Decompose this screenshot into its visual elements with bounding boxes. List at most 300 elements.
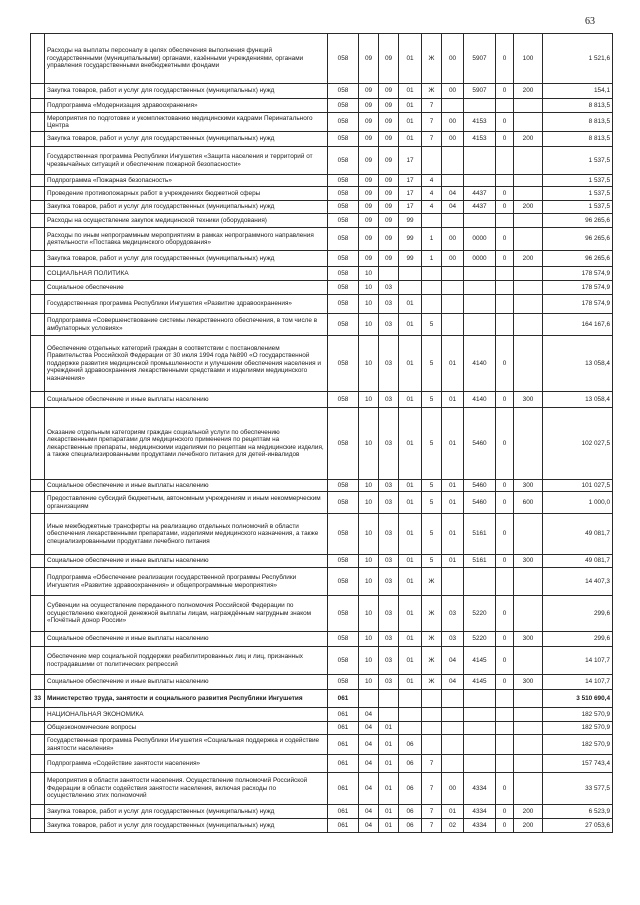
program-code: 01 [399, 555, 422, 568]
section-code: 04 [359, 708, 379, 722]
event-code: 00 [442, 34, 464, 84]
section-code: 04 [359, 735, 379, 755]
expense-type-code: 600 [514, 492, 543, 514]
table-row [31, 480, 613, 492]
row-number [31, 267, 45, 281]
program-code: 01 [399, 99, 422, 113]
row-number [31, 99, 45, 113]
subsection-code: 09 [379, 175, 399, 187]
row-name: Социальное обеспечение и иные выплаты населению [45, 480, 328, 492]
row-name: НАЦИОНАЛЬНАЯ ЭКОНОМИКА [45, 708, 328, 722]
row-amount: 1 537,5 [543, 187, 613, 201]
row-number [31, 281, 45, 295]
subprogram-code: 7 [422, 819, 442, 833]
table-row [31, 251, 613, 267]
program-code: 99 [399, 228, 422, 251]
table-row [31, 408, 613, 480]
program-code: 01 [399, 675, 422, 690]
table-row [31, 392, 613, 408]
row-name: Подпрограмма «Содействие занятости населения» [45, 755, 328, 773]
table-row [31, 492, 613, 514]
expense-type-code [514, 295, 543, 314]
table-row [31, 267, 613, 281]
direction-code: 0000 [464, 228, 496, 251]
row-name: Социальное обеспечение и иные выплаты населению [45, 555, 328, 568]
direction-code [464, 708, 496, 722]
section-code: 10 [359, 392, 379, 408]
ministry-code: 058 [328, 492, 359, 514]
direction-code: 4334 [464, 805, 496, 819]
table-row [31, 514, 613, 555]
event-code: 00 [442, 773, 464, 805]
row-amount: 299,6 [543, 632, 613, 647]
event-code [442, 708, 464, 722]
row-name: Закупка товаров, работ и услуг для государственных (муниципальных) нужд [45, 132, 328, 147]
program-code: 01 [399, 492, 422, 514]
row-name: Проведение противопожарных работ в учреждениях бюджетной сферы [45, 187, 328, 201]
expense-type-code [514, 647, 543, 675]
row-name: Закупка товаров, работ и услуг для государственных (муниципальных) нужд [45, 84, 328, 99]
subprogram-code: 5 [422, 480, 442, 492]
row-number [31, 295, 45, 314]
subsection-code: 03 [379, 632, 399, 647]
section-code: 04 [359, 819, 379, 833]
row-amount: 1 537,5 [543, 147, 613, 175]
ministry-code: 058 [328, 336, 359, 392]
extra-code [496, 735, 514, 755]
row-number [31, 228, 45, 251]
program-code [399, 690, 422, 708]
row-number [31, 722, 45, 735]
event-code [442, 735, 464, 755]
section-code: 09 [359, 84, 379, 99]
section-code: 04 [359, 722, 379, 735]
program-code: 01 [399, 314, 422, 336]
row-name: Государственная программа Республики Ингушетия «Развитие здравоохранения» [45, 295, 328, 314]
row-name: Государственная программа Республики Ингушетия «Социальная поддержка и содействие занятости населения» [45, 735, 328, 755]
subprogram-code: 5 [422, 336, 442, 392]
row-amount: 27 053,6 [543, 819, 613, 833]
extra-code: 0 [496, 647, 514, 675]
extra-code: 0 [496, 84, 514, 99]
row-amount: 1 000,0 [543, 492, 613, 514]
row-name: Министерство труда, занятости и социального развития Республики Ингушетия [45, 690, 328, 708]
expense-type-code [514, 408, 543, 480]
program-code: 01 [399, 392, 422, 408]
direction-code [464, 147, 496, 175]
row-number [31, 755, 45, 773]
row-amount: 178 574,9 [543, 267, 613, 281]
table-row [31, 99, 613, 113]
event-code: 01 [442, 492, 464, 514]
program-code: 17 [399, 175, 422, 187]
row-amount: 96 265,6 [543, 251, 613, 267]
row-number [31, 175, 45, 187]
extra-code: 0 [496, 336, 514, 392]
table-row [31, 281, 613, 295]
table-row [31, 819, 613, 833]
direction-code: 5220 [464, 632, 496, 647]
subsection-code: 03 [379, 568, 399, 596]
row-name: Мероприятия в области занятости населения. Осуществление полномочий Российской Федерации в области содействия занятости населения, включая расходы по осуществлению этих полномочий [45, 773, 328, 805]
event-code: 01 [442, 392, 464, 408]
row-amount: 182 570,9 [543, 708, 613, 722]
section-code: 09 [359, 228, 379, 251]
expense-type-code [514, 568, 543, 596]
subprogram-code [422, 267, 442, 281]
subsection-code [379, 267, 399, 281]
table-row [31, 314, 613, 336]
row-name: Расходы по иным непрограммным мероприятиям в рамках непрограммного направления деятельности «Поставка медицинского оборудования» [45, 228, 328, 251]
subprogram-code: 4 [422, 201, 442, 214]
direction-code: 5220 [464, 596, 496, 632]
row-number [31, 819, 45, 833]
expense-type-code [514, 187, 543, 201]
direction-code: 5907 [464, 34, 496, 84]
program-code: 99 [399, 214, 422, 228]
extra-code [496, 99, 514, 113]
direction-code [464, 690, 496, 708]
extra-code: 0 [496, 596, 514, 632]
row-name: Расходы на выплаты персоналу в целях обеспечения выполнения функций государственными (муниципальными) органами, казёнными учреждениями, органами управления государственными внебюджетными фондами [45, 34, 328, 84]
section-code: 09 [359, 214, 379, 228]
event-code [442, 755, 464, 773]
direction-code [464, 267, 496, 281]
row-number [31, 392, 45, 408]
expense-type-code: 200 [514, 132, 543, 147]
table-row [31, 84, 613, 99]
event-code: 00 [442, 228, 464, 251]
ministry-code: 058 [328, 480, 359, 492]
row-amount: 157 743,4 [543, 755, 613, 773]
table-row [31, 295, 613, 314]
expense-type-code [514, 336, 543, 392]
direction-code: 5460 [464, 408, 496, 480]
ministry-code: 058 [328, 175, 359, 187]
extra-code [496, 722, 514, 735]
subsection-code: 03 [379, 314, 399, 336]
event-code: 00 [442, 113, 464, 132]
row-number [31, 132, 45, 147]
program-code: 01 [399, 632, 422, 647]
row-number [31, 214, 45, 228]
section-code: 09 [359, 201, 379, 214]
direction-code [464, 735, 496, 755]
event-code: 01 [442, 805, 464, 819]
table-row [31, 773, 613, 805]
subsection-code: 09 [379, 99, 399, 113]
ministry-code: 058 [328, 408, 359, 480]
direction-code: 4334 [464, 819, 496, 833]
ministry-code: 058 [328, 201, 359, 214]
subprogram-code [422, 281, 442, 295]
program-code: 06 [399, 805, 422, 819]
expense-type-code [514, 267, 543, 281]
section-code: 10 [359, 632, 379, 647]
row-amount: 49 081,7 [543, 514, 613, 555]
section-code: 10 [359, 281, 379, 295]
event-code: 01 [442, 480, 464, 492]
direction-code [464, 175, 496, 187]
subprogram-code: 5 [422, 314, 442, 336]
section-code: 09 [359, 187, 379, 201]
row-number [31, 773, 45, 805]
expense-type-code: 300 [514, 632, 543, 647]
extra-code: 0 [496, 492, 514, 514]
row-amount: 1 521,6 [543, 34, 613, 84]
extra-code: 0 [496, 819, 514, 833]
extra-code [496, 568, 514, 596]
subprogram-code [422, 708, 442, 722]
section-code: 10 [359, 555, 379, 568]
direction-code: 4437 [464, 201, 496, 214]
row-number [31, 708, 45, 722]
row-number [31, 113, 45, 132]
event-code [442, 314, 464, 336]
row-name: СОЦИАЛЬНАЯ ПОЛИТИКА [45, 267, 328, 281]
ministry-code: 058 [328, 568, 359, 596]
row-name: Социальное обеспечение [45, 281, 328, 295]
direction-code: 4145 [464, 647, 496, 675]
section-code: 10 [359, 675, 379, 690]
row-number [31, 251, 45, 267]
row-amount: 299,6 [543, 596, 613, 632]
ministry-code: 058 [328, 314, 359, 336]
expense-type-code: 300 [514, 555, 543, 568]
expense-type-code: 200 [514, 84, 543, 99]
direction-code [464, 722, 496, 735]
section-code: 04 [359, 755, 379, 773]
subsection-code: 09 [379, 34, 399, 84]
extra-code: 0 [496, 34, 514, 84]
ministry-code: 058 [328, 267, 359, 281]
section-code [359, 690, 379, 708]
section-code: 10 [359, 514, 379, 555]
row-amount: 178 574,9 [543, 281, 613, 295]
row-amount: 8 813,5 [543, 113, 613, 132]
program-code: 17 [399, 147, 422, 175]
subprogram-code [422, 147, 442, 175]
extra-code [496, 214, 514, 228]
direction-code: 5460 [464, 480, 496, 492]
program-code: 06 [399, 819, 422, 833]
table-row [31, 805, 613, 819]
direction-code: 5161 [464, 514, 496, 555]
event-code [442, 214, 464, 228]
table-row [31, 132, 613, 147]
table-row [31, 755, 613, 773]
row-name: Обеспечение отдельных категорий граждан в соответствии с постановлением Правительства Российской Федерации от 30 июля 1994 года №890 «О государственной поддержке развития медицинской промышленности и улучшении обеспечения населения и учреждений здравоохранения лекарственными средствами и изделиями медицинского назначения» [45, 336, 328, 392]
subprogram-code: 5 [422, 514, 442, 555]
subsection-code: 03 [379, 281, 399, 295]
ministry-code: 058 [328, 555, 359, 568]
row-amount: 182 570,9 [543, 722, 613, 735]
section-code: 10 [359, 596, 379, 632]
row-number [31, 408, 45, 480]
subsection-code: 03 [379, 480, 399, 492]
subprogram-code: 4 [422, 175, 442, 187]
direction-code [464, 314, 496, 336]
subsection-code: 03 [379, 555, 399, 568]
event-code: 04 [442, 675, 464, 690]
ministry-code: 061 [328, 735, 359, 755]
row-number [31, 187, 45, 201]
direction-code: 4437 [464, 187, 496, 201]
subprogram-code: 7 [422, 113, 442, 132]
ministry-code: 061 [328, 722, 359, 735]
event-code [442, 568, 464, 596]
ministry-code: 058 [328, 34, 359, 84]
event-code [442, 99, 464, 113]
ministry-code: 058 [328, 84, 359, 99]
direction-code: 4334 [464, 773, 496, 805]
subsection-code: 03 [379, 336, 399, 392]
table-row [31, 708, 613, 722]
event-code [442, 722, 464, 735]
row-name: Закупка товаров, работ и услуг для государственных (муниципальных) нужд [45, 201, 328, 214]
ministry-code: 058 [328, 675, 359, 690]
subsection-code: 03 [379, 514, 399, 555]
event-code: 01 [442, 408, 464, 480]
subprogram-code: 5 [422, 408, 442, 480]
extra-code [496, 175, 514, 187]
program-code [399, 281, 422, 295]
row-amount: 1 537,5 [543, 201, 613, 214]
program-code: 01 [399, 336, 422, 392]
row-name: Социальное обеспечение и иные выплаты населению [45, 392, 328, 408]
extra-code: 0 [496, 555, 514, 568]
row-name: Закупка товаров, работ и услуг для государственных (муниципальных) нужд [45, 251, 328, 267]
extra-code [496, 708, 514, 722]
subprogram-code: 7 [422, 132, 442, 147]
subsection-code: 03 [379, 596, 399, 632]
expense-type-code [514, 690, 543, 708]
ministry-code: 061 [328, 773, 359, 805]
subprogram-code [422, 735, 442, 755]
program-code: 01 [399, 480, 422, 492]
subprogram-code: 7 [422, 99, 442, 113]
subprogram-code [422, 295, 442, 314]
extra-code: 0 [496, 480, 514, 492]
subsection-code: 09 [379, 251, 399, 267]
row-amount: 14 107,7 [543, 675, 613, 690]
subprogram-code: Ж [422, 34, 442, 84]
program-code: 01 [399, 596, 422, 632]
direction-code: 5907 [464, 84, 496, 99]
event-code: 00 [442, 132, 464, 147]
section-code: 10 [359, 647, 379, 675]
expense-type-code [514, 596, 543, 632]
event-code: 03 [442, 596, 464, 632]
extra-code: 0 [496, 187, 514, 201]
subprogram-code: 5 [422, 555, 442, 568]
subsection-code: 09 [379, 113, 399, 132]
ministry-code: 058 [328, 251, 359, 267]
row-number [31, 514, 45, 555]
section-code: 10 [359, 295, 379, 314]
ministry-code: 058 [328, 514, 359, 555]
row-amount: 14 407,3 [543, 568, 613, 596]
event-code: 00 [442, 251, 464, 267]
extra-code [496, 690, 514, 708]
expense-type-code [514, 99, 543, 113]
direction-code: 0000 [464, 251, 496, 267]
expense-type-code: 200 [514, 805, 543, 819]
extra-code: 0 [496, 251, 514, 267]
ministry-code: 058 [328, 295, 359, 314]
row-amount: 154,1 [543, 84, 613, 99]
extra-code [496, 147, 514, 175]
subsection-code: 09 [379, 84, 399, 99]
row-number [31, 492, 45, 514]
page-number: 63 [585, 16, 595, 27]
section-code: 10 [359, 267, 379, 281]
event-code: 03 [442, 632, 464, 647]
program-code: 01 [399, 132, 422, 147]
event-code: 01 [442, 514, 464, 555]
subprogram-code: Ж [422, 647, 442, 675]
section-code: 09 [359, 99, 379, 113]
table-row [31, 596, 613, 632]
expense-type-code [514, 755, 543, 773]
ministry-code: 058 [328, 132, 359, 147]
row-amount: 8 813,5 [543, 99, 613, 113]
ministry-code: 058 [328, 187, 359, 201]
table-row [31, 187, 613, 201]
direction-code [464, 755, 496, 773]
direction-code: 5161 [464, 555, 496, 568]
subsection-code: 01 [379, 805, 399, 819]
expense-type-code [514, 735, 543, 755]
expense-type-code [514, 708, 543, 722]
ministry-code: 058 [328, 281, 359, 295]
row-number [31, 34, 45, 84]
subprogram-code: Ж [422, 568, 442, 596]
direction-code: 4145 [464, 675, 496, 690]
row-amount: 6 523,9 [543, 805, 613, 819]
extra-code: 0 [496, 805, 514, 819]
subsection-code: 03 [379, 647, 399, 675]
expense-type-code [514, 175, 543, 187]
section-code: 10 [359, 314, 379, 336]
ministry-code: 061 [328, 755, 359, 773]
direction-code: 4140 [464, 336, 496, 392]
row-name: Подпрограмма «Обеспечение реализации государственной программы Республики Ингушетия «Развитие здравоохранения» и общепрограммные мероприятия» [45, 568, 328, 596]
table-row [31, 113, 613, 132]
subsection-code: 09 [379, 147, 399, 175]
subsection-code: 09 [379, 187, 399, 201]
expense-type-code [514, 228, 543, 251]
table-row [31, 147, 613, 175]
subsection-code [379, 708, 399, 722]
row-number [31, 480, 45, 492]
table-row [31, 34, 613, 84]
extra-code [496, 267, 514, 281]
row-name: Закупка товаров, работ и услуг для государственных (муниципальных) нужд [45, 819, 328, 833]
subprogram-code: Ж [422, 675, 442, 690]
row-amount: 182 570,9 [543, 735, 613, 755]
extra-code: 0 [496, 113, 514, 132]
row-number [31, 147, 45, 175]
section-code: 09 [359, 175, 379, 187]
ministry-code: 061 [328, 708, 359, 722]
row-amount: 13 058,4 [543, 392, 613, 408]
budget-table [30, 33, 613, 833]
ministry-code: 061 [328, 690, 359, 708]
row-amount: 49 081,7 [543, 555, 613, 568]
event-code [442, 175, 464, 187]
subsection-code: 01 [379, 735, 399, 755]
